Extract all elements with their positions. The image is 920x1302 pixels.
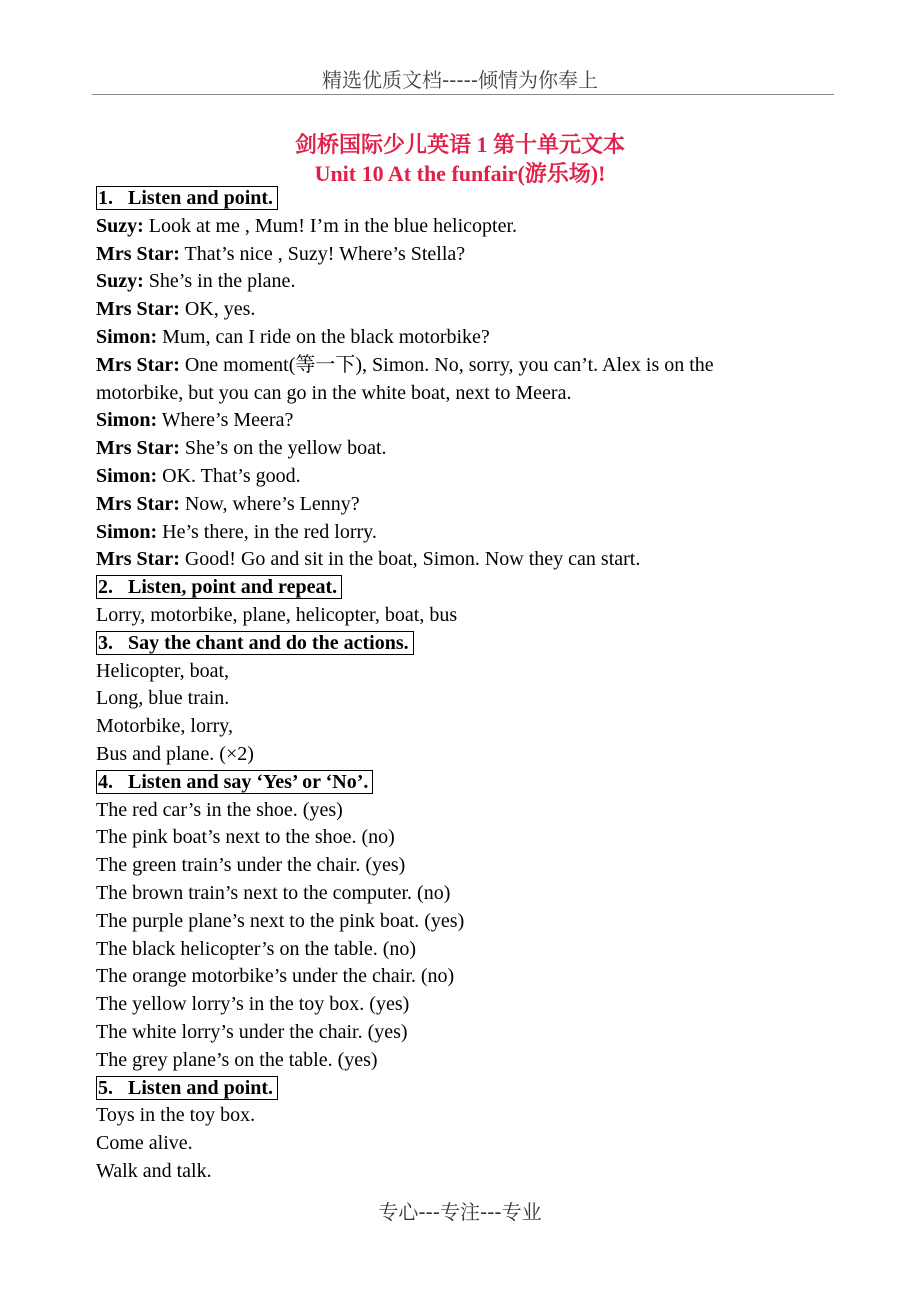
line-text: The yellow lorry’s in the toy box. (yes) (96, 993, 410, 1016)
section-heading (96, 574, 856, 602)
line-text: The black helicopter’s on the table. (no) (96, 937, 417, 960)
text-line (96, 213, 856, 241)
text-line (96, 296, 856, 324)
speaker-name: Mrs Star: (96, 353, 180, 376)
section-title: Say the chant and do the actions. (128, 631, 409, 654)
speaker-name: Mrs Star: (96, 298, 180, 321)
speaker-name: Mrs Star: (96, 437, 180, 460)
text-line (96, 936, 856, 964)
speaker-name: Simon: (96, 325, 158, 348)
section-heading-box (96, 631, 414, 655)
text-line (96, 268, 856, 296)
text-line (96, 685, 856, 713)
line-text: The purple plane’s next to the pink boat. (yes) (96, 909, 465, 932)
speaker-name: Simon: (96, 520, 158, 543)
speaker-name: Suzy: (96, 270, 144, 293)
text-line (96, 241, 856, 269)
line-text: Look at me , Mum! I’m in the blue helicopter. (143, 214, 518, 237)
text-line (96, 463, 856, 491)
line-text: Where’s Meera? (157, 409, 294, 432)
section-heading-box (96, 186, 278, 210)
text-line (96, 1158, 856, 1186)
text-line (96, 324, 856, 352)
line-text: The red car’s in the shoe. (yes) (96, 798, 343, 821)
line-text: The brown train’s next to the computer. (no) (96, 881, 451, 904)
section-heading-box (96, 1076, 278, 1100)
document-subtitle: Unit 10 At the funfair(游乐场)! (314, 161, 606, 186)
line-text: Toys in the toy box. (96, 1104, 256, 1127)
line-text: Now, where’s Lenny? (179, 492, 360, 515)
speaker-name: Suzy: (96, 214, 144, 237)
document-title: 剑桥国际少儿英语 1 第十单元文本 (294, 132, 625, 157)
line-text: The white lorry’s under the chair. (yes) (96, 1020, 408, 1043)
page-footer: 专心---专注---专业 (378, 1200, 542, 1224)
text-line (96, 352, 856, 380)
text-line (96, 824, 856, 852)
header-rule (92, 94, 834, 95)
section-number: 4. (98, 770, 113, 793)
section-heading-box (96, 575, 342, 599)
text-line (96, 852, 856, 880)
line-text: The pink boat’s next to the shoe. (no) (96, 826, 395, 849)
section-number: 2. (98, 576, 113, 599)
line-text: Come alive. (96, 1132, 193, 1155)
speaker-name: Mrs Star: (96, 548, 180, 571)
line-text: The grey plane’s on the table. (yes) (96, 1048, 378, 1071)
line-text: Walk and talk. (96, 1159, 212, 1182)
line-text: OK. That’s good. (157, 464, 301, 487)
line-text: Mum, can I ride on the black motorbike? (157, 325, 490, 348)
line-text: He’s there, in the red lorry. (157, 520, 377, 543)
text-line (96, 880, 856, 908)
section-number: 5. (98, 1076, 113, 1099)
text-line (96, 991, 856, 1019)
text-line (96, 407, 856, 435)
text-line (96, 1019, 856, 1047)
line-text: Bus and plane. (×2) (96, 742, 254, 765)
text-line (96, 602, 856, 630)
text-line (96, 1047, 856, 1075)
text-line (96, 1130, 856, 1158)
line-text: Motorbike, lorry, (96, 715, 234, 738)
speaker-name: Mrs Star: (96, 242, 180, 265)
line-text: She’s in the plane. (143, 270, 296, 293)
page-header: 精选优质文档-----倾情为你奉上 (321, 68, 599, 92)
section-heading (96, 185, 856, 213)
text-line (96, 380, 856, 408)
line-text: The orange motorbike’s under the chair. (no) (96, 965, 455, 988)
text-line (96, 491, 856, 519)
line-text: Long, blue train. (96, 687, 230, 710)
section-heading-box (96, 770, 373, 794)
section-heading (96, 630, 856, 658)
document-body (96, 185, 856, 1186)
line-text: motorbike, but you can go in the white boat, next to Meera. (96, 381, 572, 404)
line-text: OK, yes. (179, 298, 256, 321)
section-number: 3. (98, 631, 113, 654)
text-line (96, 546, 856, 574)
text-line (96, 713, 856, 741)
text-line (96, 519, 856, 547)
text-line (96, 908, 856, 936)
text-line (96, 963, 856, 991)
section-heading (96, 769, 856, 797)
speaker-name: Mrs Star: (96, 492, 180, 515)
section-title: Listen, point and repeat. (128, 576, 338, 599)
line-text: That’s nice , Suzy! Where’s Stella? (179, 242, 466, 265)
line-text: Lorry, motorbike, plane, helicopter, boat, bus (96, 603, 458, 626)
text-line (96, 797, 856, 825)
text-line (96, 1102, 856, 1130)
line-text: She’s on the yellow boat. (179, 437, 387, 460)
speaker-name: Simon: (96, 464, 158, 487)
text-line (96, 658, 856, 686)
line-text: One moment(等一下), Simon. No, sorry, you can’t. Alex is on the (179, 353, 714, 376)
section-title: Listen and point. (128, 187, 274, 209)
section-number: 1. (98, 187, 113, 209)
line-text: Good! Go and sit in the boat, Simon. Now they can start. (179, 548, 641, 571)
line-text: Helicopter, boat, (96, 659, 230, 682)
section-title: Listen and say ‘Yes’ or ‘No’. (128, 770, 369, 793)
section-title: Listen and point. (128, 1076, 274, 1099)
line-text: The green train’s under the chair. (yes) (96, 854, 406, 877)
section-heading (96, 1075, 856, 1103)
text-line (96, 435, 856, 463)
speaker-name: Simon: (96, 409, 158, 432)
text-line (96, 741, 856, 769)
